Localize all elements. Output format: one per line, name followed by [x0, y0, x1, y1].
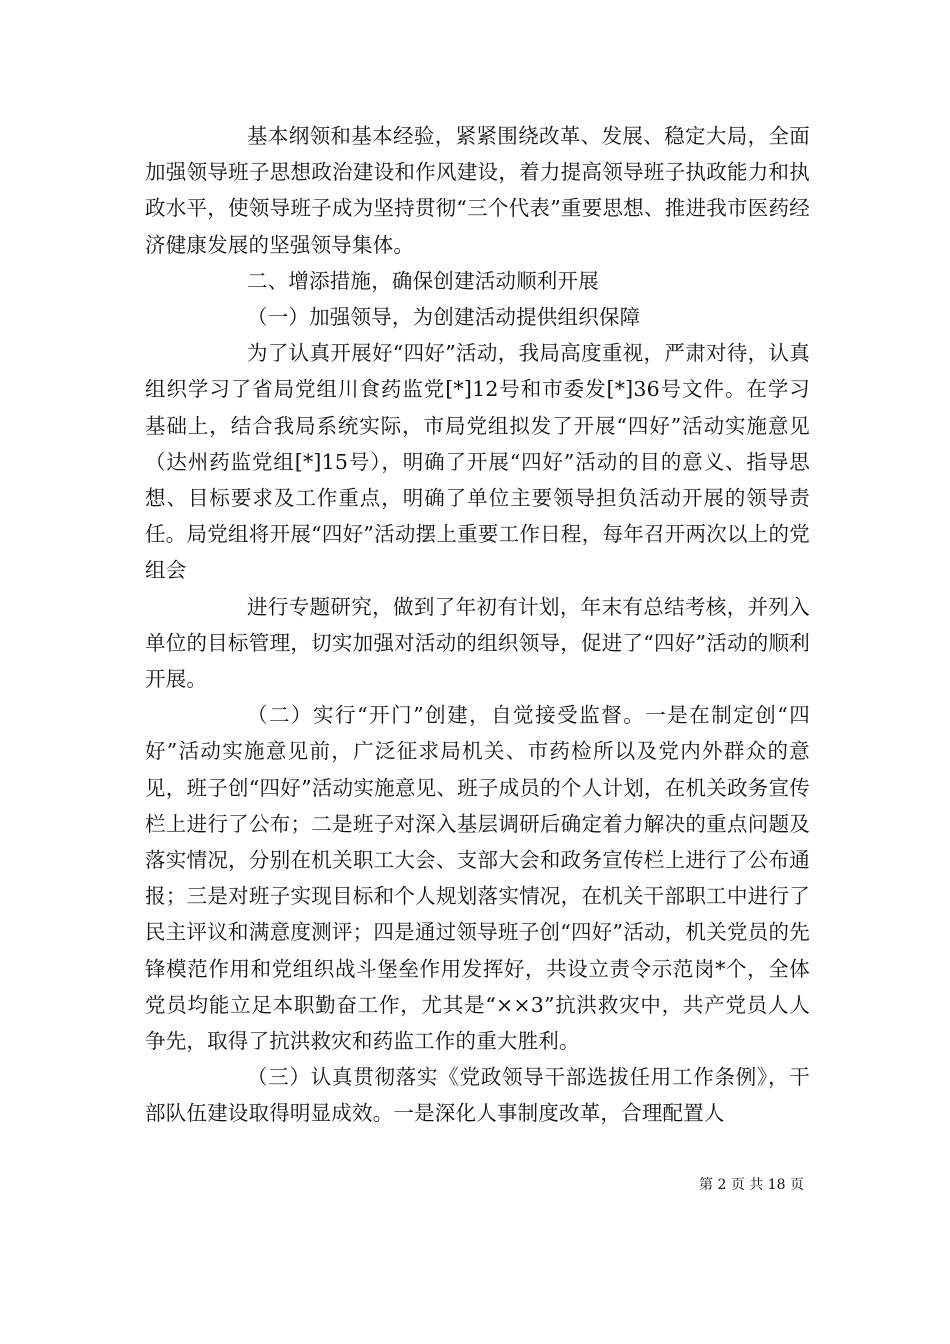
paragraph-regulations: （三）认真贯彻落实《党政领导干部选拔任用工作条例》，干部队伍建设取得明显成效。一是深化人事制度改革，合理配置人 — [145, 1065, 810, 1126]
document-body — [145, 118, 810, 1132]
paragraph-research: 进行专题研究，做到了年初有计划，年末有总结考核，并列入单位的目标管理，切实加强对活动的组织领导，促进了“四好”活动的顺利开展。 — [145, 594, 810, 692]
paragraph-open-creation: （二）实行“开门”创建，自觉接受监督。一是在制定创“四好”活动实施意见前，广泛征求局机关、市药检所以及党内外群众的意见，班子创“四好”活动实施意见、班子成员的个人计划，在机关政务宣传栏上进行了公布；二是班子对深入基层调研后确定着力解决的重点问题及落实情况，分别在机关职工大会、支部大会和政务宣传栏上进行了公布通报；三是对班子实现目标和个人规划落实情况，在机关干部职工中进行了民主评议和满意度测评；四是通过领导班子创“四好”活动，机关党员的先锋模范作用和党组织战斗堡垒作用发挥好，共设立责令示范岗*个，全体党员均能立足本职勤奋工作，尤其是“××3”抗洪救灾中，共产党员人人争先，取得了抗洪救灾和药监工作的重大胜利。 — [145, 703, 810, 1054]
subsection-heading: （一）加强领导，为创建活动提供组织保障 — [247, 305, 641, 330]
paragraph-leadership: 为了认真开展好“四好”活动，我局高度重视，严肃对待，认真组织学习了省局党组川食药监党[*]12号和市委发[*]36号文件。在学习基础上，结合我局系统实际，市局党组拟发了开展“四好”活动实施意见（达州药监党组[*]15号），明确了开展“四好”活动的目的意义、指导思想、目标要求及工作重点，明确了单位主要领导担负活动开展的领导责任。局党组将开展“四好”活动摆上重要工作日程，每年召开两次以上的党组会 — [145, 341, 810, 583]
section-heading: 二、增添措施，确保创建活动顺利开展 — [247, 268, 599, 293]
paragraph-intro: 基本纲领和基本经验，紧紧围绕改革、发展、稳定大局，全面加强领导班子思想政治建设和作风建设，着力提高领导班子执政能力和执政水平，使领导班子成为坚持贯彻“三个代表”重要思想、推进我市医药经济健康发展的坚强领导集体。 — [145, 124, 810, 257]
page-number-footer: 第 2 页 共 18 页 — [699, 1177, 804, 1193]
